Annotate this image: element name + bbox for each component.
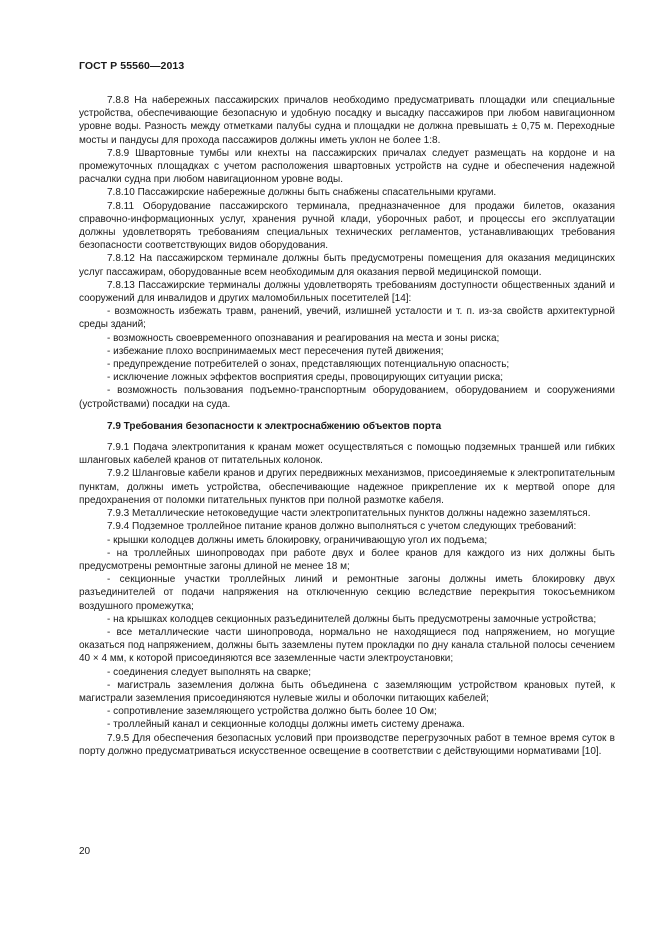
- list-item: - предупреждение потребителей о зонах, представляющих потенциальную опасность;: [107, 359, 510, 371]
- paragraph-7-8-10: 7.8.10 Пассажирские набережные должны быть снабжены спасательными кругами.: [107, 187, 497, 199]
- list-item: - магистраль заземления должна быть объединена с заземляющим устройством крановых путей, к магистрали заземления присоединяются нулевые жилы и оболочки питающих кабелей;: [79, 679, 615, 704]
- list-item: - соединения следует выполнять на сварке;: [107, 666, 312, 678]
- paragraph-7-8-11: 7.8.11 Оборудование пассажирского терминала, предназначенное для продажи билетов, оказания справочно-информационных услуг, хранения ручной клади, уборочных работ, и процессы его эксплуатации должны удовлетворять требованиям специальных технических регламентов, устанавливающих требования безопасности соответствующих видов оборудования.: [79, 200, 615, 252]
- paragraph-7-8-13: 7.8.13 Пассажирские терминалы должны удовлетворять требованиям доступности общественных зданий и сооружений для инвалидов и других маломобильных посетителей [14]:: [79, 279, 615, 305]
- document-body: [79, 94, 615, 758]
- list-item: - крышки колодцев должны иметь блокировку, ограничивающую угол их подъема;: [107, 534, 488, 546]
- section-heading-7-9: 7.9 Требования безопасности к электроснабжению объектов порта: [107, 420, 442, 432]
- list-item: - на крышках колодцев секционных разъединителей должны быть предусмотрены замочные устройства;: [107, 613, 597, 625]
- paragraph-7-8-9: 7.8.9 Швартовные тумбы или кнехты на пассажирских причалах следует размещать на кордоне и на промежуточных площадках с учетом расположения швартовных устройств на судне и обеспечения надежной расчалки судна при любом навигационном уровне воды.: [79, 147, 615, 186]
- paragraph-7-9-1: 7.9.1 Подача электропитания к кранам может осуществляться с помощью подземных траншей или гибких шланговых кабелей кранов от питательных колонок.: [79, 442, 615, 467]
- paragraph-7-9-4: 7.9.4 Подземное троллейное питание кранов должно выполняться с учетом следующих требований:: [107, 521, 577, 533]
- list-item: - сопротивление заземляющего устройства должно быть более 10 Ом;: [107, 706, 437, 718]
- list-item: - возможность своевременного опознавания и реагирования на места и зоны риска;: [107, 332, 500, 344]
- page-number: 20: [79, 846, 91, 857]
- paragraph-7-8-12: 7.8.12 На пассажирском терминале должны быть предусмотрены помещения для оказания медицинских услуг пассажирам, оборудованные всем необходимым для оказания первой медицинской помощи.: [79, 253, 615, 278]
- list-item: - возможность пользования подъемно-транспортным оборудованием, оборудованием и сооружениями (устройствами) посадки на суда.: [79, 385, 615, 410]
- document-header: ГОСТ Р 55560—2013: [79, 60, 185, 72]
- list-item: - троллейный канал и секционные колодцы должны иметь систему дренажа.: [107, 719, 465, 731]
- paragraph-7-8-8: 7.8.8 На набережных пассажирских причалов необходимо предусматривать площадки или специальные устройства, обеспечивающие безопасную и удобную посадку и высадку пассажиров при любом навигационном уровне воды. Разность между отметками палубы судна и площадки не должна превышать ± 0,75 м. Переходные мосты и пандусы для прохода пассажиров должны иметь уклон не более 1:8.: [79, 95, 615, 146]
- list-item: - на троллейных шинопроводах при работе двух и более кранов для каждого из них должны быть предусмотрены ремонтные загоны длиной не менее 18 м;: [79, 547, 615, 572]
- list-item: - все металлические части шинопровода, нормально не находящиеся под напряжением, но могущие оказаться под напряжением, должны быть заземлены путем прокладки по дну канала стальной полосы сечением 40 × 4 мм, к которой присоединяются все заземленные части электроустановки;: [79, 626, 615, 665]
- paragraph-7-9-5: 7.9.5 Для обеспечения безопасных условий при производстве перегрузочных работ в темное время суток в порту должно предусматриваться искусственное освещение в соответствии с действующими нормативами [10].: [79, 732, 615, 757]
- list-item: - секционные участки троллейных линий и ремонтные загоны должны иметь блокировку двух разъединителей от подачи напряжения на отключенную секцию вследствие перекрытия токосъемником воздушного промежутка;: [79, 574, 615, 612]
- list-item: - возможность избежать травм, ранений, увечий, излишней усталости и т. п. из-за свойств архитектурной среды зданий;: [79, 306, 615, 331]
- paragraph-7-9-3: 7.9.3 Металлические нетоковедущие части электропитательных пунктов должны надежно заземляться.: [107, 508, 591, 520]
- list-item: - избежание плохо воспринимаемых мест пересечения путей движения;: [107, 345, 444, 357]
- list-item: - исключение ложных эффектов восприятия среды, провоцирующих ситуации риска;: [107, 372, 504, 384]
- paragraph-7-9-2: 7.9.2 Шланговые кабели кранов и других передвижных механизмов, присоединяемые к электропитательным пунктам, должны иметь устройства, обеспечивающие надежное прикрепление их к мертвой опоре для предохранения от поломки питательных пунктов при полной размотке кабеля.: [79, 468, 615, 506]
